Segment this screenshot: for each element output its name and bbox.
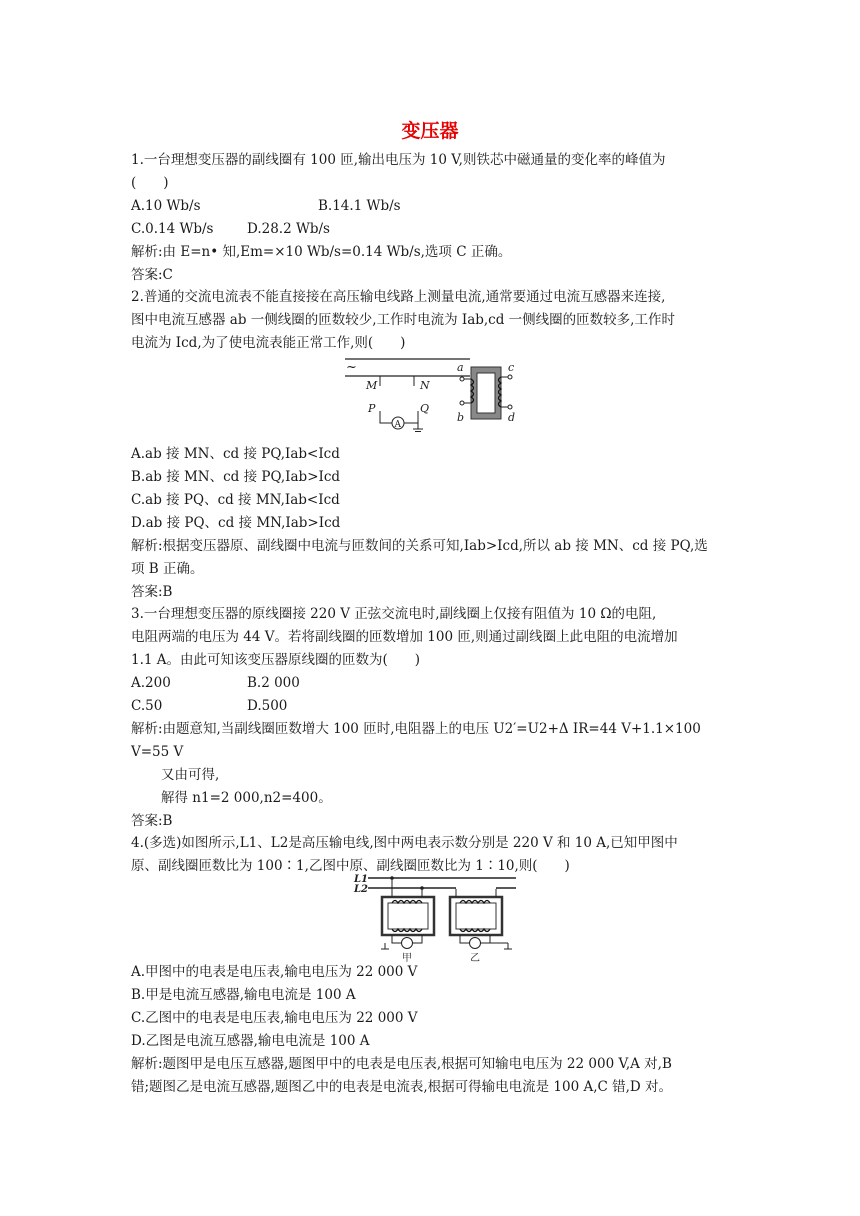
q4-stem-line2: 原、副线圈匝数比为 100∶1,乙图中原、副线圈匝数比为 1∶10,则( ) [131,858,570,874]
q2-current-transformer-figure [340,355,530,435]
q3-analysis-line4: 解得 n1=2 000,n2=400。 [161,790,332,806]
q2-option-a: A.ab 接 MN、cd 接 PQ,Iab<Icd [131,446,340,462]
q2-analysis-line2: 项 B 正确。 [131,561,204,577]
line-l1-label: L1 [354,874,368,885]
q1-option-c: C.0.14 Wb/s [131,221,214,237]
q4-analysis-line2: 错;题图乙是电流互感器,题图乙中的电表是电流表,根据可得输电电流是 100 A,C 错,D 对。 [131,1079,673,1095]
q2-option-b: B.ab 接 MN、cd 接 PQ,Iab>Icd [131,469,341,485]
line-l2-label: L2 [354,884,368,895]
q2-analysis-line1: 解析:根据变压器原、副线圈中电流与匝数间的关系可知,Iab>Icd,所以 ab 接 MN、cd 接 PQ,选 [131,538,708,554]
q2-stem-line1: 2.普通的交流电流表不能直接接在高压输电线路上测量电流,通常要通过电流互感器来连接, [131,289,666,305]
terminal-p-label: P [368,402,376,415]
q3-stem-line2: 电阻两端的电压为 44 V。若将副线圈的匝数增加 100 匝,则通过副线圈上此电阻的电流增加 [131,629,678,645]
terminal-b-label: b [457,411,465,424]
q4-option-d: D.乙图是电流互感器,输电电流是 100 A [131,1033,370,1049]
q3-stem-line3: 1.1 A。由此可知该变压器原线圈的匝数为( ) [131,652,421,668]
meter-jia-icon [402,938,413,949]
q4-option-b: B.甲是电流互感器,输电电流是 100 A [131,987,356,1003]
ac-tilde-label: ~ [346,360,357,375]
q1-option-d: D.28.2 Wb/s [247,221,330,237]
meter-yi-icon [470,938,481,949]
page-title: 变压器 [401,120,459,142]
q2-stem-line2: 图中电流互感器 ab 一侧线圈的匝数较少,工作时电流为 Iab,cd 一侧线圈的匝数较多,工作时 [131,312,675,328]
q3-option-b: B.2 000 [247,675,300,691]
q3-option-a: A.200 [131,675,171,691]
q3-analysis-line1: 解析:由题意知,当副线圈匝数增大 100 匝时,电阻器上的电压 U2′=U2+Δ IR=44 V+1.1×100 [131,721,701,737]
q3-option-c: C.50 [131,698,163,714]
q1-analysis: 解析:由 E=n• 知,Em=×10 Wb/s=0.14 Wb/s,选项 C 正确。 [131,244,512,260]
q1-stem-line2: ( ) [131,175,169,191]
q2-stem-line3: 电流为 Icd,为了使电流表能正常工作,则( ) [131,335,406,351]
q2-option-d: D.ab 接 PQ、cd 接 MN,Iab>Icd [131,515,341,531]
label-jia: 甲 [402,953,412,963]
q1-option-a: A.10 Wb/s [131,198,201,214]
q4-analysis-line1: 解析:题图甲是电压互感器,题图甲中的电表是电压表,根据可知输电电压为 22 000 V,A 对,B [131,1056,672,1072]
terminal-d-label: d [508,411,516,424]
q1-answer: 答案:C [131,267,173,283]
q3-answer: 答案:B [131,813,173,829]
q4-instrument-transformer-figure [350,873,520,963]
q4-stem-line1: 4.(多选)如图所示,L1、L2是高压输电线,图中两电表示数分别是 220 V 和 10 A,已知甲图中 [131,835,678,851]
q3-option-d: D.500 [247,698,288,714]
q1-option-b: B.14.1 Wb/s [318,198,401,214]
label-yi: 乙 [470,953,480,963]
terminal-q-label: Q [420,402,430,415]
terminal-n-label: N [420,379,430,392]
q3-analysis-line3: 又由可得, [161,767,220,783]
q4-option-c: C.乙图中的电表是电压表,输电电压为 22 000 V [131,1010,418,1026]
q2-answer: 答案:B [131,584,173,600]
q4-option-a: A.甲图中的电表是电压表,输电电压为 22 000 V [131,964,418,980]
terminal-c-label: c [508,361,515,374]
q3-stem-line1: 3.一台理想变压器的原线圈接 220 V 正弦交流电时,副线圈上仅接有阻值为 10 Ω的电阻, [131,606,657,622]
q3-analysis-line2: V=55 V [131,744,184,760]
terminal-a-label: a [457,361,464,374]
terminal-m-label: M [366,379,378,392]
q2-option-c: C.ab 接 PQ、cd 接 MN,Iab<Icd [131,492,340,508]
svg-text:A: A [394,420,401,430]
q1-stem-line1: 1.一台理想变压器的副线圈有 100 匝,输出电压为 10 V,则铁芯中磁通量的变化率的峰值为 [131,152,666,168]
